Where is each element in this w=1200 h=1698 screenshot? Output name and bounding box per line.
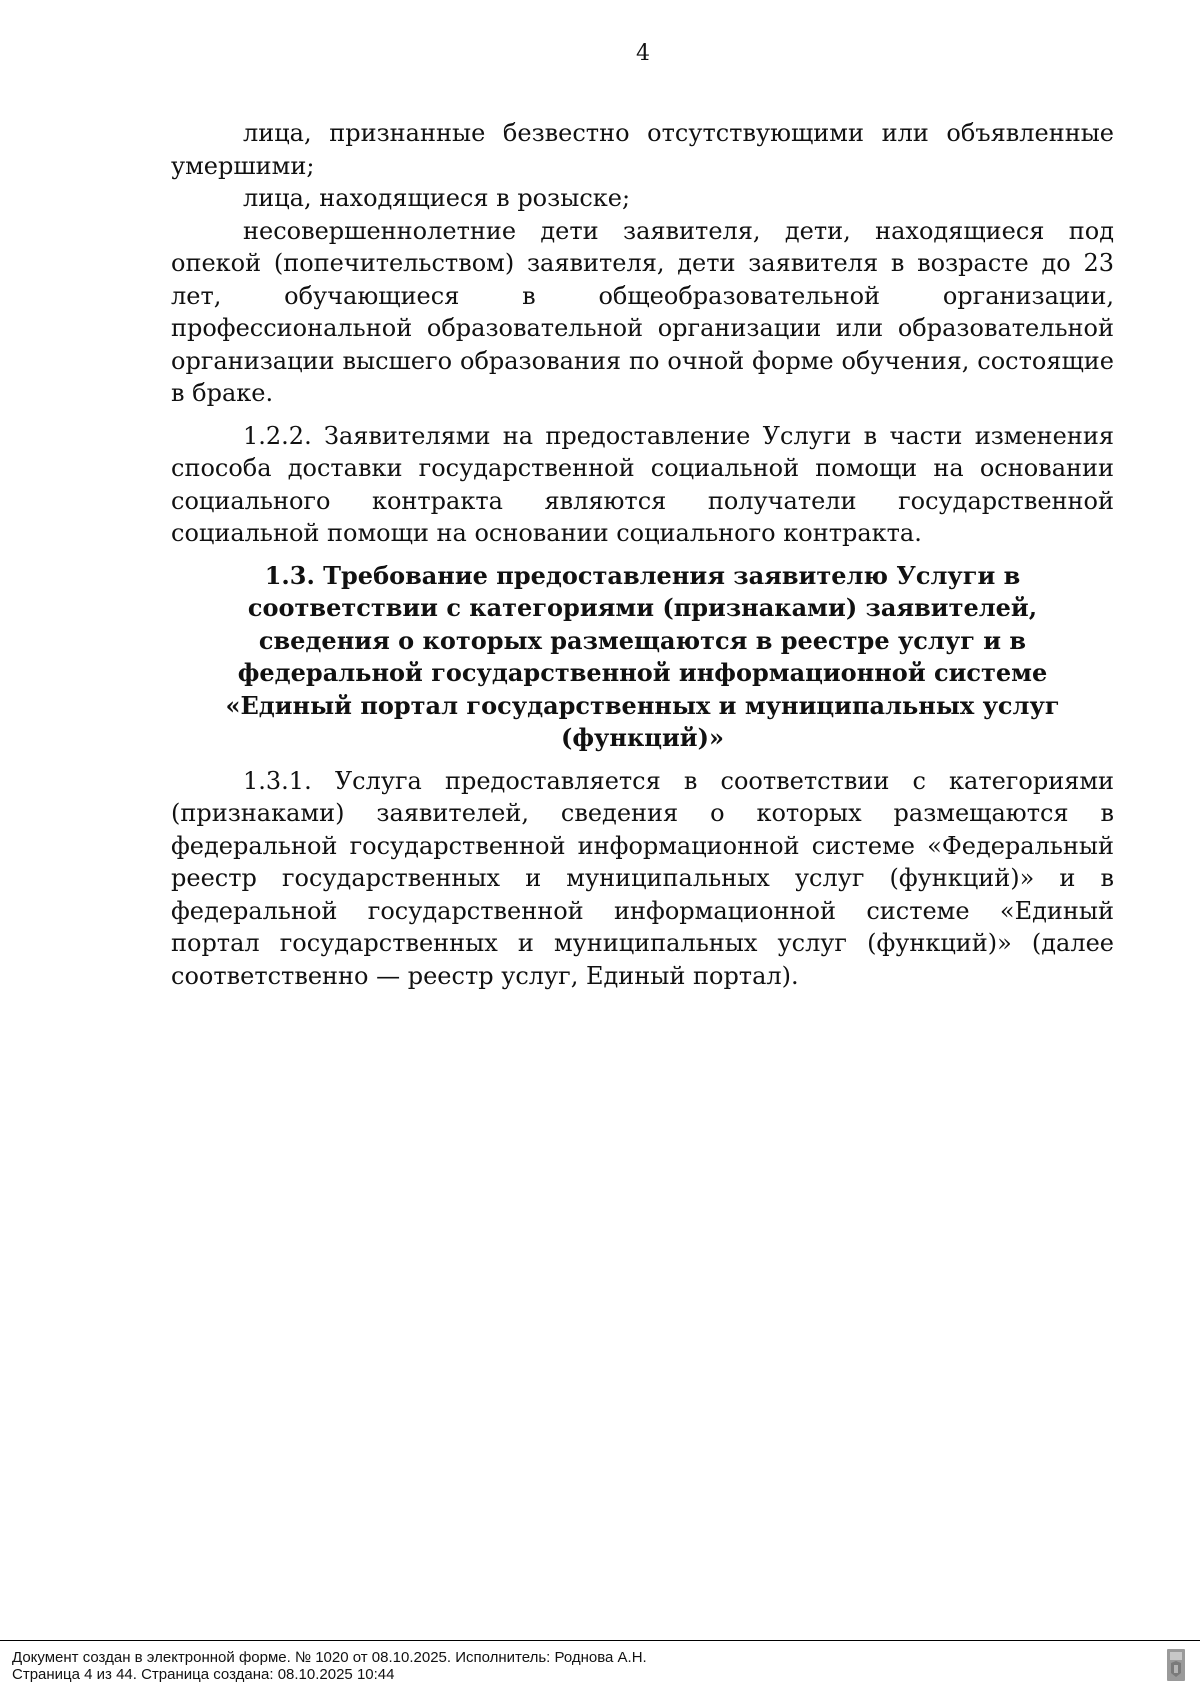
footer-line-document-info: Документ создан в электронной форме. № 1020 от 08.10.2025. Исполнитель: Роднова А.Н. [12, 1649, 647, 1666]
document-body [171, 117, 1114, 992]
page-number: 4 [636, 41, 650, 66]
paragraph: 1.3.1. Услуга предоставляется в соответствии с категориями (признаками) заявителей, сведения о которых размещаются в федеральной государственной информационной системе «Федеральный реестр государственных и муниципальных услуг (функций)» и в федеральной государственной информационной системе «Единый портал государственных и муниципальных услуг (функций)» (далее соответственно — реестр услуг, Единый портал). [171, 766, 1114, 990]
document-footer [0, 1640, 1200, 1683]
paragraph: несовершеннолетние дети заявителя, дети, находящиеся под опекой (попечительством) заявителя, дети заявителя в возрасте до 23 лет, обучающиеся в общеобразовательной организации, профессиональной образовательной организации или образовательной организации высшего образования по очной форме обучения, состоящие в браке. [171, 216, 1114, 407]
coat-of-arms-icon [1166, 1647, 1186, 1683]
paragraph: 1.2.2. Заявителями на предоставление Услуги в части изменения способа доставки государственной социальной помощи на основании социального контракта являются получатели государственной социальной помощи на основании социального контракта. [171, 421, 1114, 547]
paragraph: лица, находящиеся в розыске; [243, 184, 631, 212]
paragraph: лица, признанные безвестно отсутствующими или объявленные умершими; [171, 119, 1114, 180]
footer-line-page-info: Страница 4 из 44. Страница создана: 08.10.2025 10:44 [12, 1666, 395, 1683]
footer-text [12, 1649, 647, 1683]
section-heading: 1.3. Требование предоставления заявителю Услуги в соответствии с категориями (признаками) заявителей, сведения о которых размещаются в реестре услуг и в федеральной государственной информационной системе «Единый портал государственных и муниципальных услуг (функций)» [225, 560, 1060, 752]
